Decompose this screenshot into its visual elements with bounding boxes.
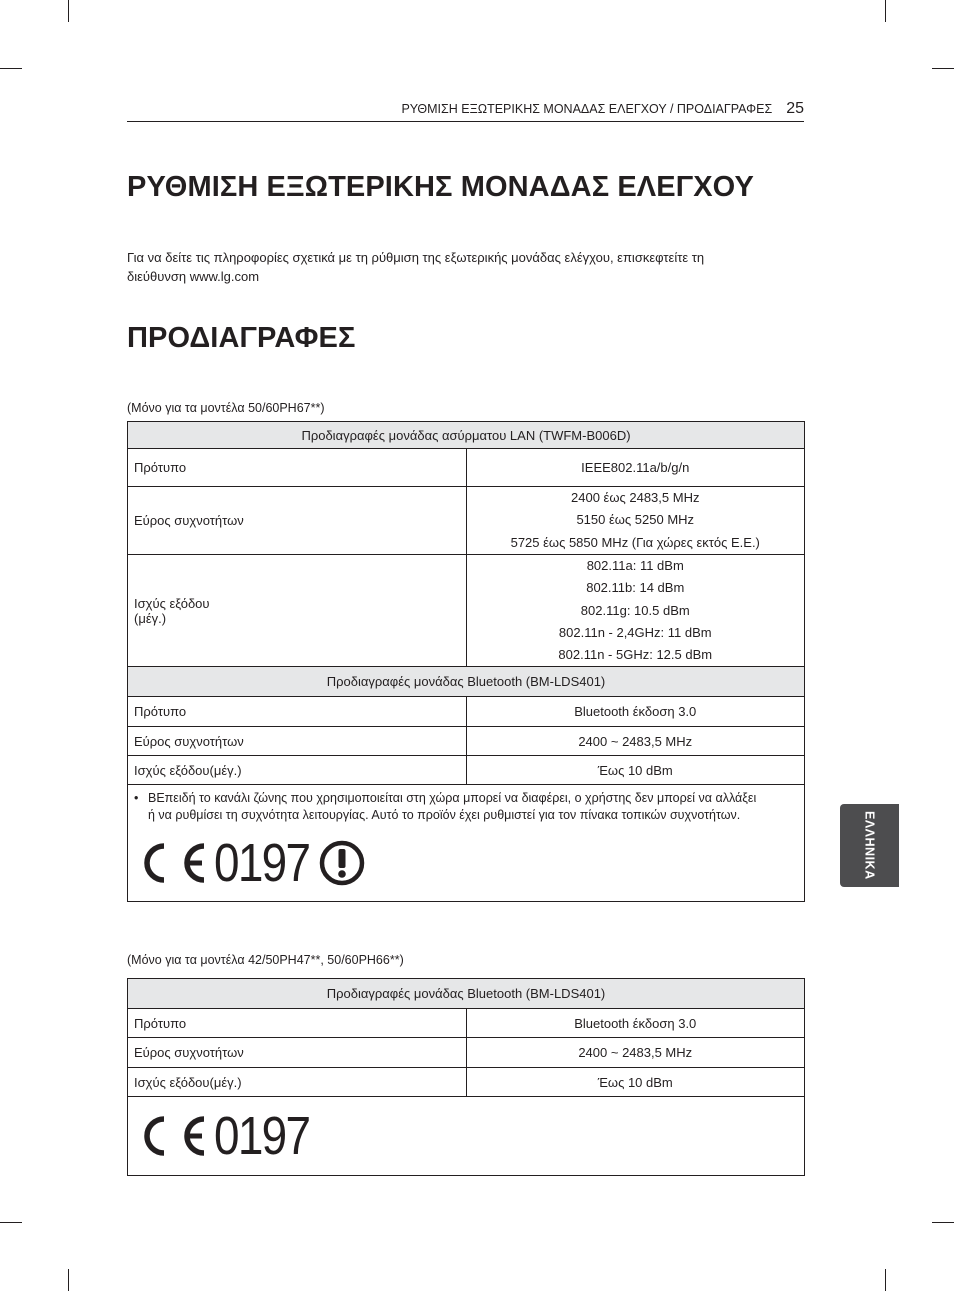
row-value xyxy=(466,487,805,555)
bt-header: Προδιαγραφές μονάδας Bluetooth (BM-LDS401) xyxy=(128,979,805,1009)
footnote-line-1: ΒΕπειδή το κανάλι ζώνης που χρησιμοποιείται στη χώρα μπορεί να διαφέρει, ο χρήστης δεν μπορεί να αλλάξει xyxy=(148,791,757,806)
ce-row xyxy=(128,1097,805,1176)
table-section-header xyxy=(128,979,805,1009)
footnote xyxy=(134,785,798,824)
header-rule xyxy=(127,121,804,122)
crop-mark xyxy=(0,1222,22,1223)
ce-mark-block xyxy=(134,833,798,894)
spec-table-bt xyxy=(127,978,805,1176)
crop-mark xyxy=(885,0,886,22)
table-row xyxy=(128,555,805,667)
table-row xyxy=(128,1009,805,1038)
footnote-line-2: ή να ρυθμίσει τη συχνότητα λειτουργίας. Αυτό το προϊόν έχει ρυθμιστεί για τον πίνακα τοπικών συχνοτήτων. xyxy=(148,808,741,823)
wlan-header: Προδιαγραφές μονάδας ασύρματου LAN (TWFM-B006D) xyxy=(128,422,805,449)
ce-mark-block xyxy=(134,1106,798,1166)
crop-mark xyxy=(68,1269,69,1291)
row-label: Πρότυπο xyxy=(128,1009,467,1038)
models-note-2: (Μόνο για τα μοντέλα 42/50PH47**, 50/60PH66**) xyxy=(127,953,404,967)
ce-mark-icon xyxy=(134,1113,210,1159)
table-row xyxy=(128,449,805,487)
ce-mark-icon xyxy=(134,840,210,886)
alert-circle-icon xyxy=(318,839,366,887)
section-title-specs: ΠΡΟΔΙΑΓΡΑΦΕΣ xyxy=(127,322,356,354)
ce-number: 0197 xyxy=(214,1106,310,1166)
row-label: Πρότυπο xyxy=(128,697,467,727)
row-value: Έως 10 dBm xyxy=(466,1068,805,1097)
intro-line-2: διεύθυνση www.lg.com xyxy=(127,269,260,284)
running-title: ΡΥΘΜΙΣΗ ΕΞΩΤΕΡΙΚΗΣ ΜΟΝΑΔΑΣ ΕΛΕΓΧΟΥ / ΠΡΟΔΙΑΓΡΑΦΕΣ xyxy=(401,102,773,116)
value-line: 802.11a: 11 dBm xyxy=(586,558,684,573)
row-value: Bluetooth έκδοση 3.0 xyxy=(466,1009,805,1038)
table-row xyxy=(128,697,805,727)
row-value: 2400 ~ 2483,5 MHz xyxy=(466,727,805,756)
row-label xyxy=(128,555,467,667)
row-value: Έως 10 dBm xyxy=(466,756,805,785)
bt-header: Προδιαγραφές μονάδας Bluetooth (BM-LDS401) xyxy=(128,667,805,697)
value-line: 2400 έως 2483,5 MHz xyxy=(571,490,700,506)
bullet: • xyxy=(134,791,139,806)
language-tab-label: ΕΛΛΗΝΙΚΑ xyxy=(862,811,877,880)
table-row xyxy=(128,756,805,785)
label-line: Ισχύς εξόδου xyxy=(134,595,210,611)
value-line: 802.11n - 2,4GHz: 11 dBm xyxy=(558,624,712,640)
row-label: Εύρος συχνοτήτων xyxy=(128,487,467,555)
row-label: Εύρος συχνοτήτων xyxy=(128,727,467,756)
footnote-text xyxy=(148,790,756,824)
value-line: 802.11b: 14 dBm xyxy=(586,580,685,596)
crop-mark xyxy=(68,0,69,22)
spec-table-wlan-bt xyxy=(127,421,805,902)
footnote-cell xyxy=(128,785,805,902)
crop-mark xyxy=(0,68,22,69)
row-label: Ισχύς εξόδου(μέγ.) xyxy=(128,756,467,785)
table-section-header xyxy=(128,422,805,449)
table-row xyxy=(128,1038,805,1068)
crop-mark xyxy=(932,1222,954,1223)
table-section-header xyxy=(128,667,805,697)
running-header xyxy=(127,100,804,118)
language-tab xyxy=(840,804,899,887)
ce-number: 0197 xyxy=(214,833,310,894)
value-line: 5725 έως 5850 MHz (Για χώρες εκτός Ε.Ε.) xyxy=(510,534,760,550)
section-title-setup: ΡΥΘΜΙΣΗ ΕΞΩΤΕΡΙΚΗΣ ΜΟΝΑΔΑΣ ΕΛΕΓΧΟΥ xyxy=(127,171,754,203)
value-line: 802.11n - 5GHz: 12.5 dBm xyxy=(558,647,713,663)
ce-cell xyxy=(128,1097,805,1176)
row-value: Bluetooth έκδοση 3.0 xyxy=(466,697,805,727)
row-label: Εύρος συχνοτήτων xyxy=(128,1038,467,1068)
row-label: Ισχύς εξόδου(μέγ.) xyxy=(128,1068,467,1097)
row-label: Πρότυπο xyxy=(128,449,467,487)
label-line: (μέγ.) xyxy=(134,610,167,626)
value-line: 5150 έως 5250 MHz xyxy=(576,512,695,528)
row-value: IEEE802.11a/b/g/n xyxy=(466,449,805,487)
crop-mark xyxy=(932,68,954,69)
value-line: 802.11g: 10.5 dBm xyxy=(580,602,690,618)
crop-mark xyxy=(885,1269,886,1291)
intro-paragraph xyxy=(127,248,787,286)
footnote-row xyxy=(128,785,805,902)
page-number: 25 xyxy=(786,100,804,117)
table-row xyxy=(128,1068,805,1097)
intro-line-1: Για να δείτε τις πληροφορίες σχετικά με τη ρύθμιση της εξωτερικής μονάδας ελέγχου, επισκεφτείτε τη xyxy=(127,250,705,265)
table-row xyxy=(128,487,805,555)
models-note-1: (Μόνο για τα μοντέλα 50/60PH67**) xyxy=(127,401,325,415)
row-value xyxy=(466,555,805,667)
table-row xyxy=(128,727,805,756)
row-value: 2400 ~ 2483,5 MHz xyxy=(466,1038,805,1068)
